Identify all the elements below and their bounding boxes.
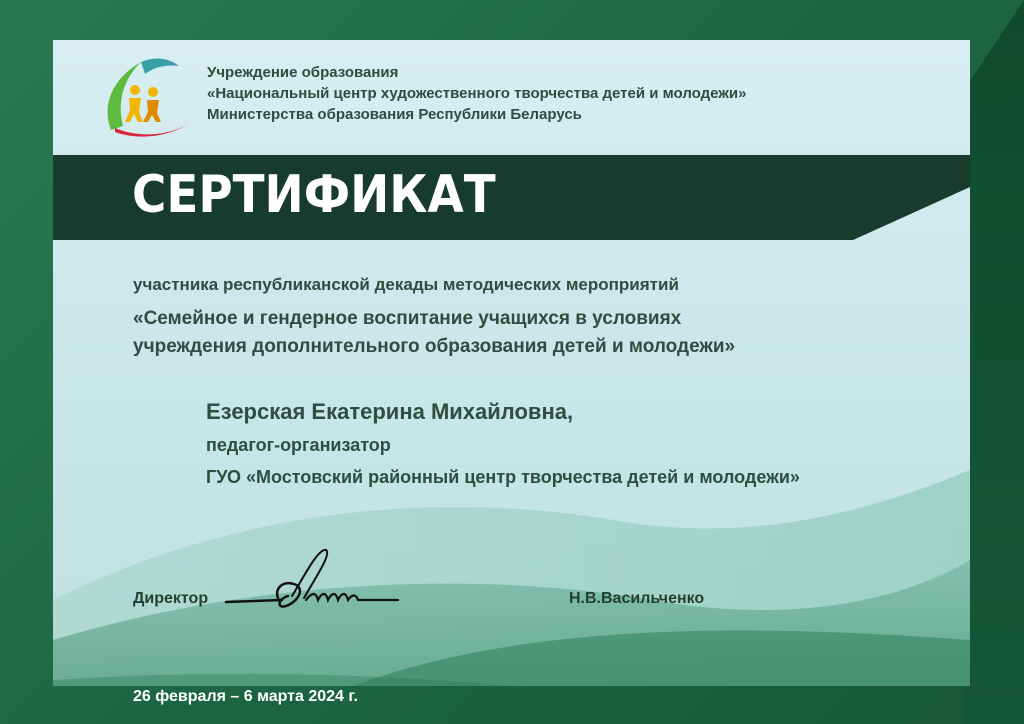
event-title-line-2: учреждения дополнительного образования детей и молодежи»: [133, 336, 736, 357]
recipient-name: Езерская Екатерина Михайловна,: [206, 399, 574, 424]
event-dates: 26 февраля – 6 марта 2024 г.: [133, 688, 358, 705]
signature-mark: [222, 540, 402, 620]
organization-line-2: «Национальный центр художественного творчества детей и молодежи»: [207, 85, 747, 102]
organization-logo: [93, 50, 193, 145]
director-label: Директор: [133, 590, 209, 607]
event-title-line-1: «Семейное и гендерное воспитание учащихся в условиях: [133, 308, 682, 329]
frame-corner-decoration: [964, 0, 1024, 724]
recipient-position: педагог-организатор: [206, 435, 391, 455]
recipient-block: [206, 394, 800, 492]
director-name: Н.В.Васильченко: [569, 590, 705, 607]
certificate-title: СЕРТИФИКАТ: [132, 165, 496, 225]
organization-name: [207, 62, 747, 125]
organization-line-1: Учреждение образования: [207, 64, 399, 81]
participant-line: участника республиканской декады методических мероприятий: [133, 275, 679, 294]
organization-line-3: Министерства образования Республики Беларусь: [207, 106, 582, 123]
recipient-institution: ГУО «Мостовский районный центр творчества детей и молодежи»: [206, 467, 800, 487]
certificate-description: [133, 271, 735, 361]
